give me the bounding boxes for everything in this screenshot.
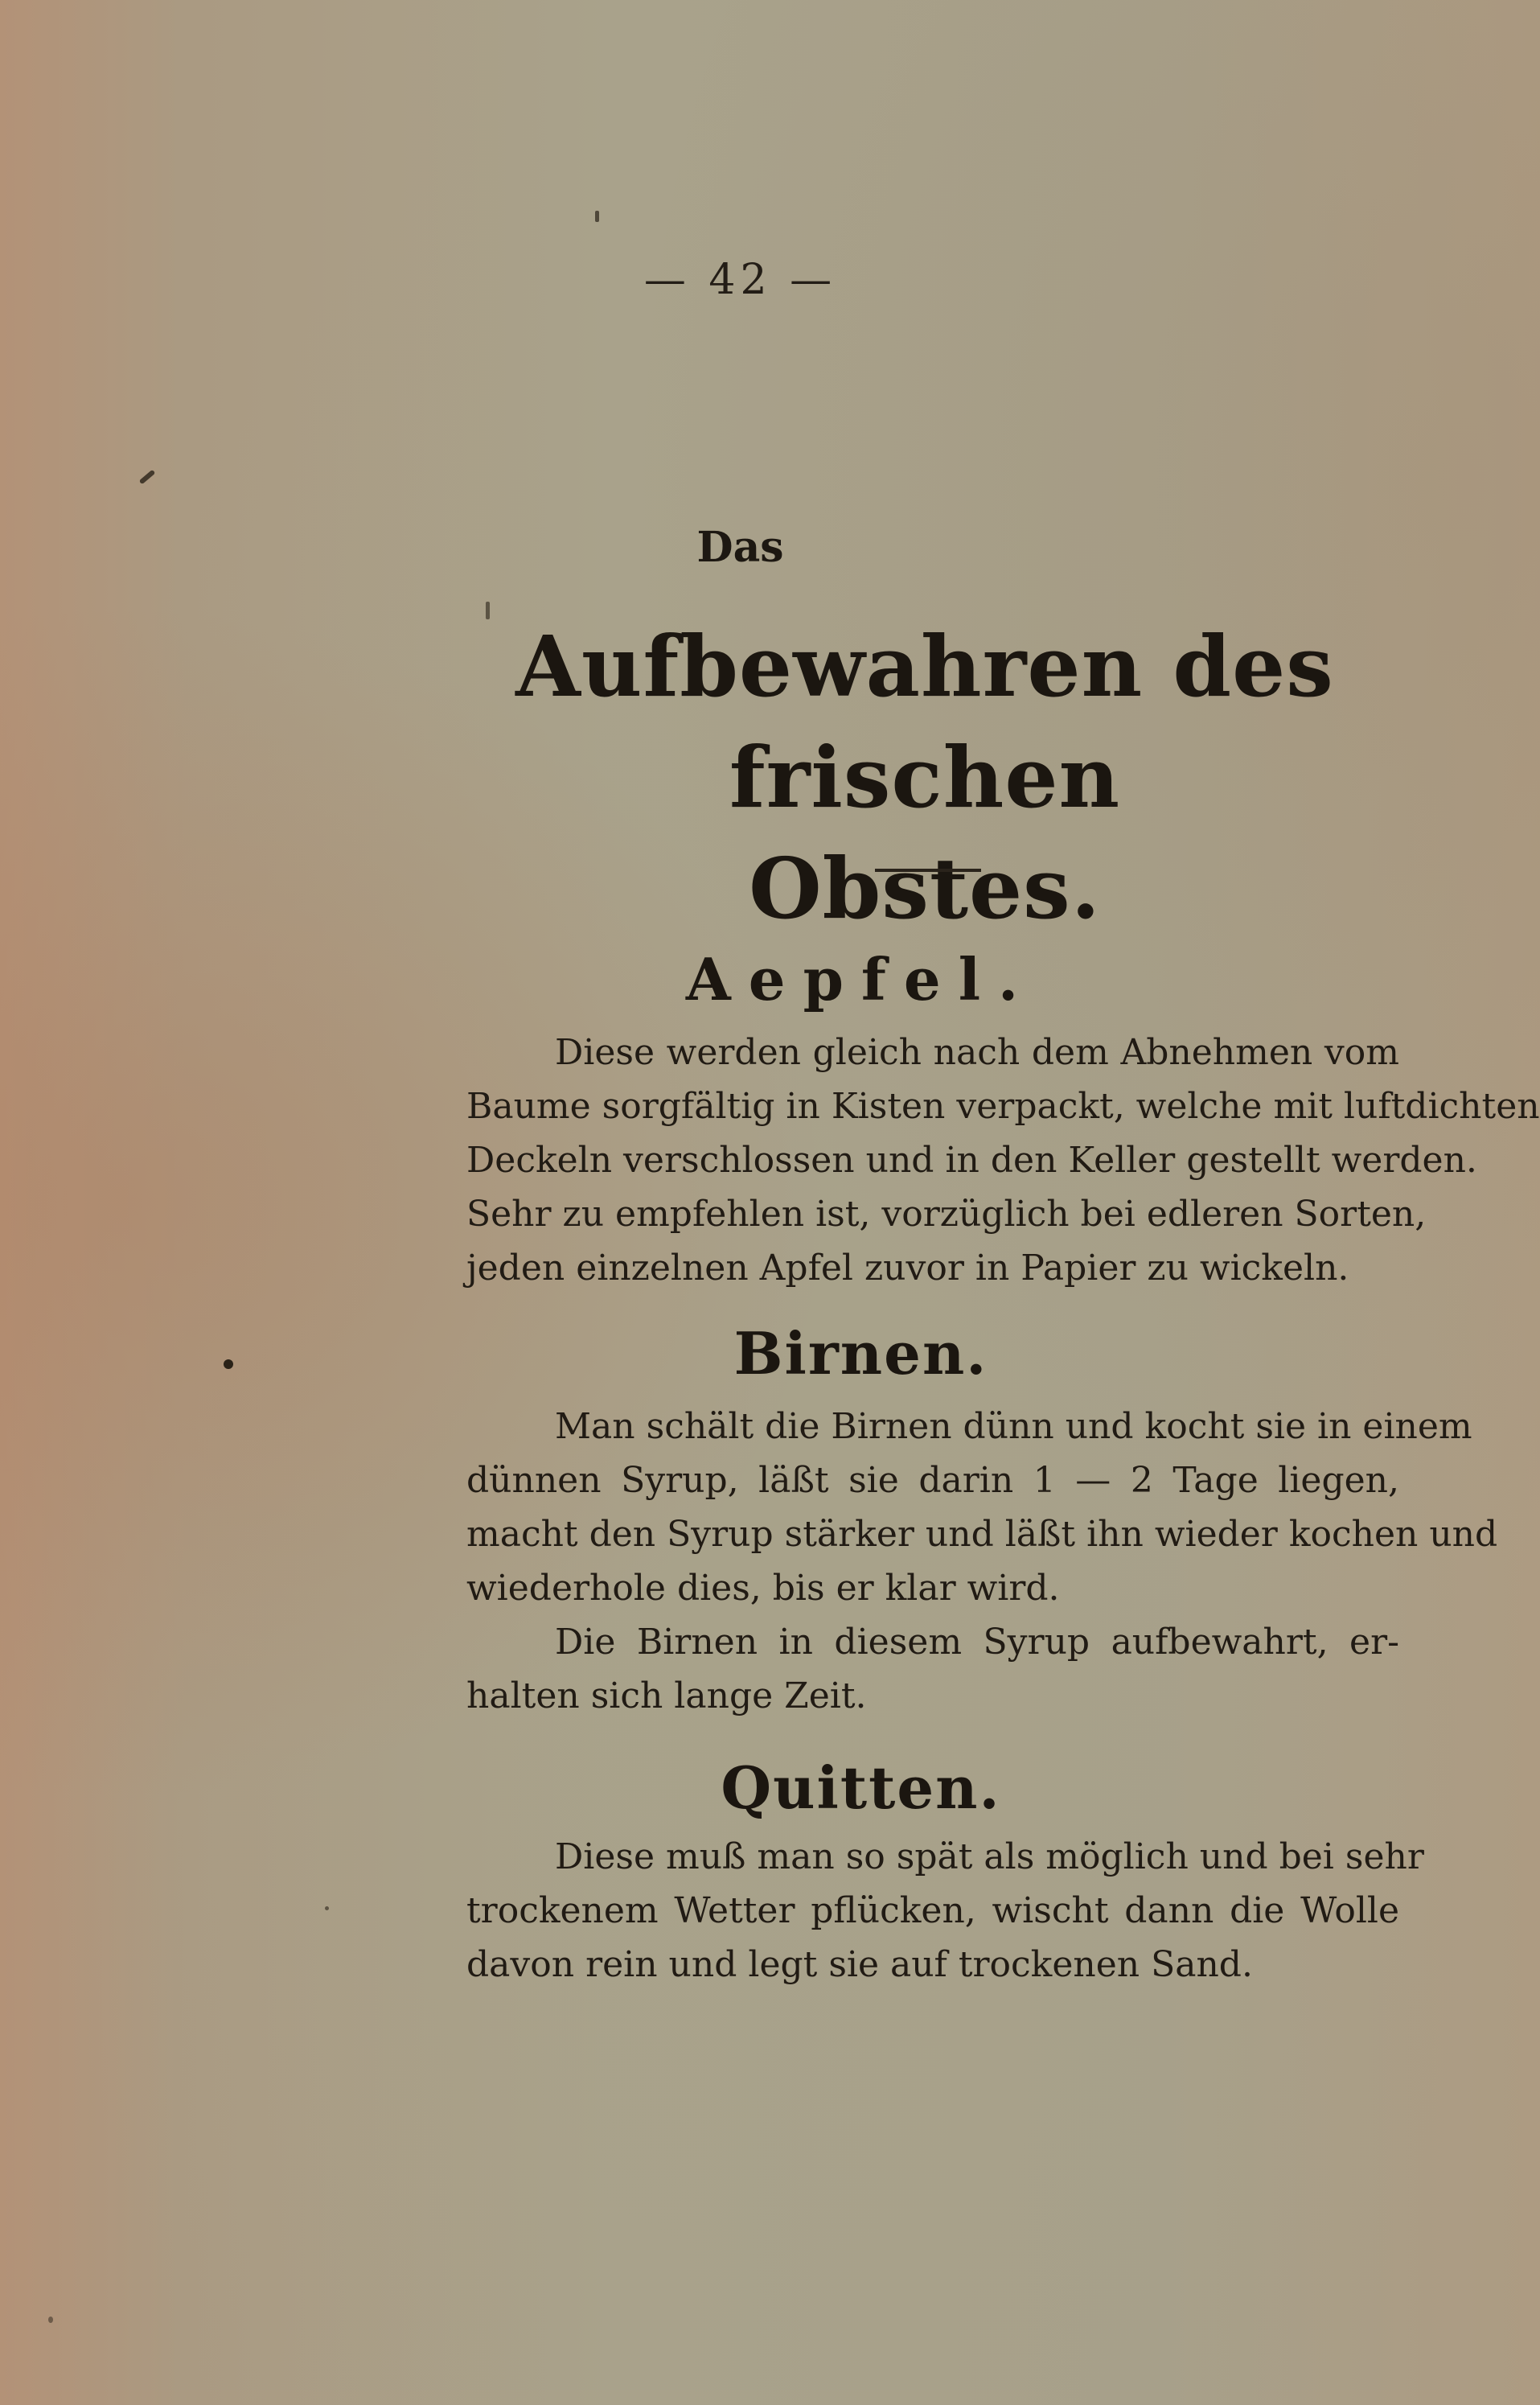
text-line: Diese muß man so spät als möglich und bei sehr [555, 1836, 1424, 1877]
text-line: Deckeln verschlossen und in den Keller gestellt werden. [466, 1140, 1477, 1181]
text-line: Sehr zu empfehlen ist, vorzüglich bei edleren Sorten, [466, 1194, 1427, 1235]
paper-speck [595, 211, 599, 222]
section-heading-birnen: Birnen. [733, 1319, 988, 1388]
paper-speck [224, 1359, 233, 1369]
section-heading-aepfel: Aepfel. [685, 945, 1037, 1013]
title-divider [875, 869, 981, 872]
chapter-title-line-1: Aufbewahren des frischen [515, 617, 1334, 827]
paragraph-birnen-1 [466, 1400, 1498, 1615]
text-line: davon rein und legt sie auf trockenen Sand. [466, 1944, 1253, 1985]
text-line: dünnen Syrup, läßt sie darin 1 — 2 Tage liegen, [466, 1460, 1399, 1501]
paragraph-birnen-2 [466, 1615, 1399, 1723]
section-heading-quitten: Quitten. [721, 1753, 1001, 1822]
paper-speck [48, 2317, 53, 2323]
text-line: trockenem Wetter pflücken, wischt dann die Wolle [466, 1890, 1399, 1931]
text-line: jeden einzelnen Apfel zuvor in Papier zu wickeln. [466, 1248, 1349, 1289]
chapter-title-line-2: Obstes. [749, 839, 1101, 938]
paper-speck [139, 470, 156, 485]
page-number: — 42 — [643, 256, 837, 304]
chapter-pre-title: Das [696, 523, 784, 572]
text-line: macht den Syrup stärker und läßt ihn wieder kochen und [466, 1514, 1498, 1555]
text-line: Man schält die Birnen dünn und kocht sie in einem [555, 1406, 1472, 1447]
paragraph-quitten [466, 1830, 1424, 1992]
text-line: Die Birnen in diesem Syrup aufbewahrt, er- [555, 1622, 1399, 1663]
text-line: halten sich lange Zeit. [466, 1675, 867, 1716]
paper-speck [486, 602, 490, 619]
text-line: wiederhole dies, bis er klar wird. [466, 1568, 1060, 1609]
text-line: Baume sorgfältig in Kisten verpackt, welche mit luftdichten [466, 1086, 1540, 1127]
paper-speck [325, 1906, 329, 1910]
chapter-title [450, 611, 1399, 944]
paragraph-aepfel [466, 1026, 1540, 1295]
text-line: Diese werden gleich nach dem Abnehmen vom [555, 1032, 1399, 1073]
